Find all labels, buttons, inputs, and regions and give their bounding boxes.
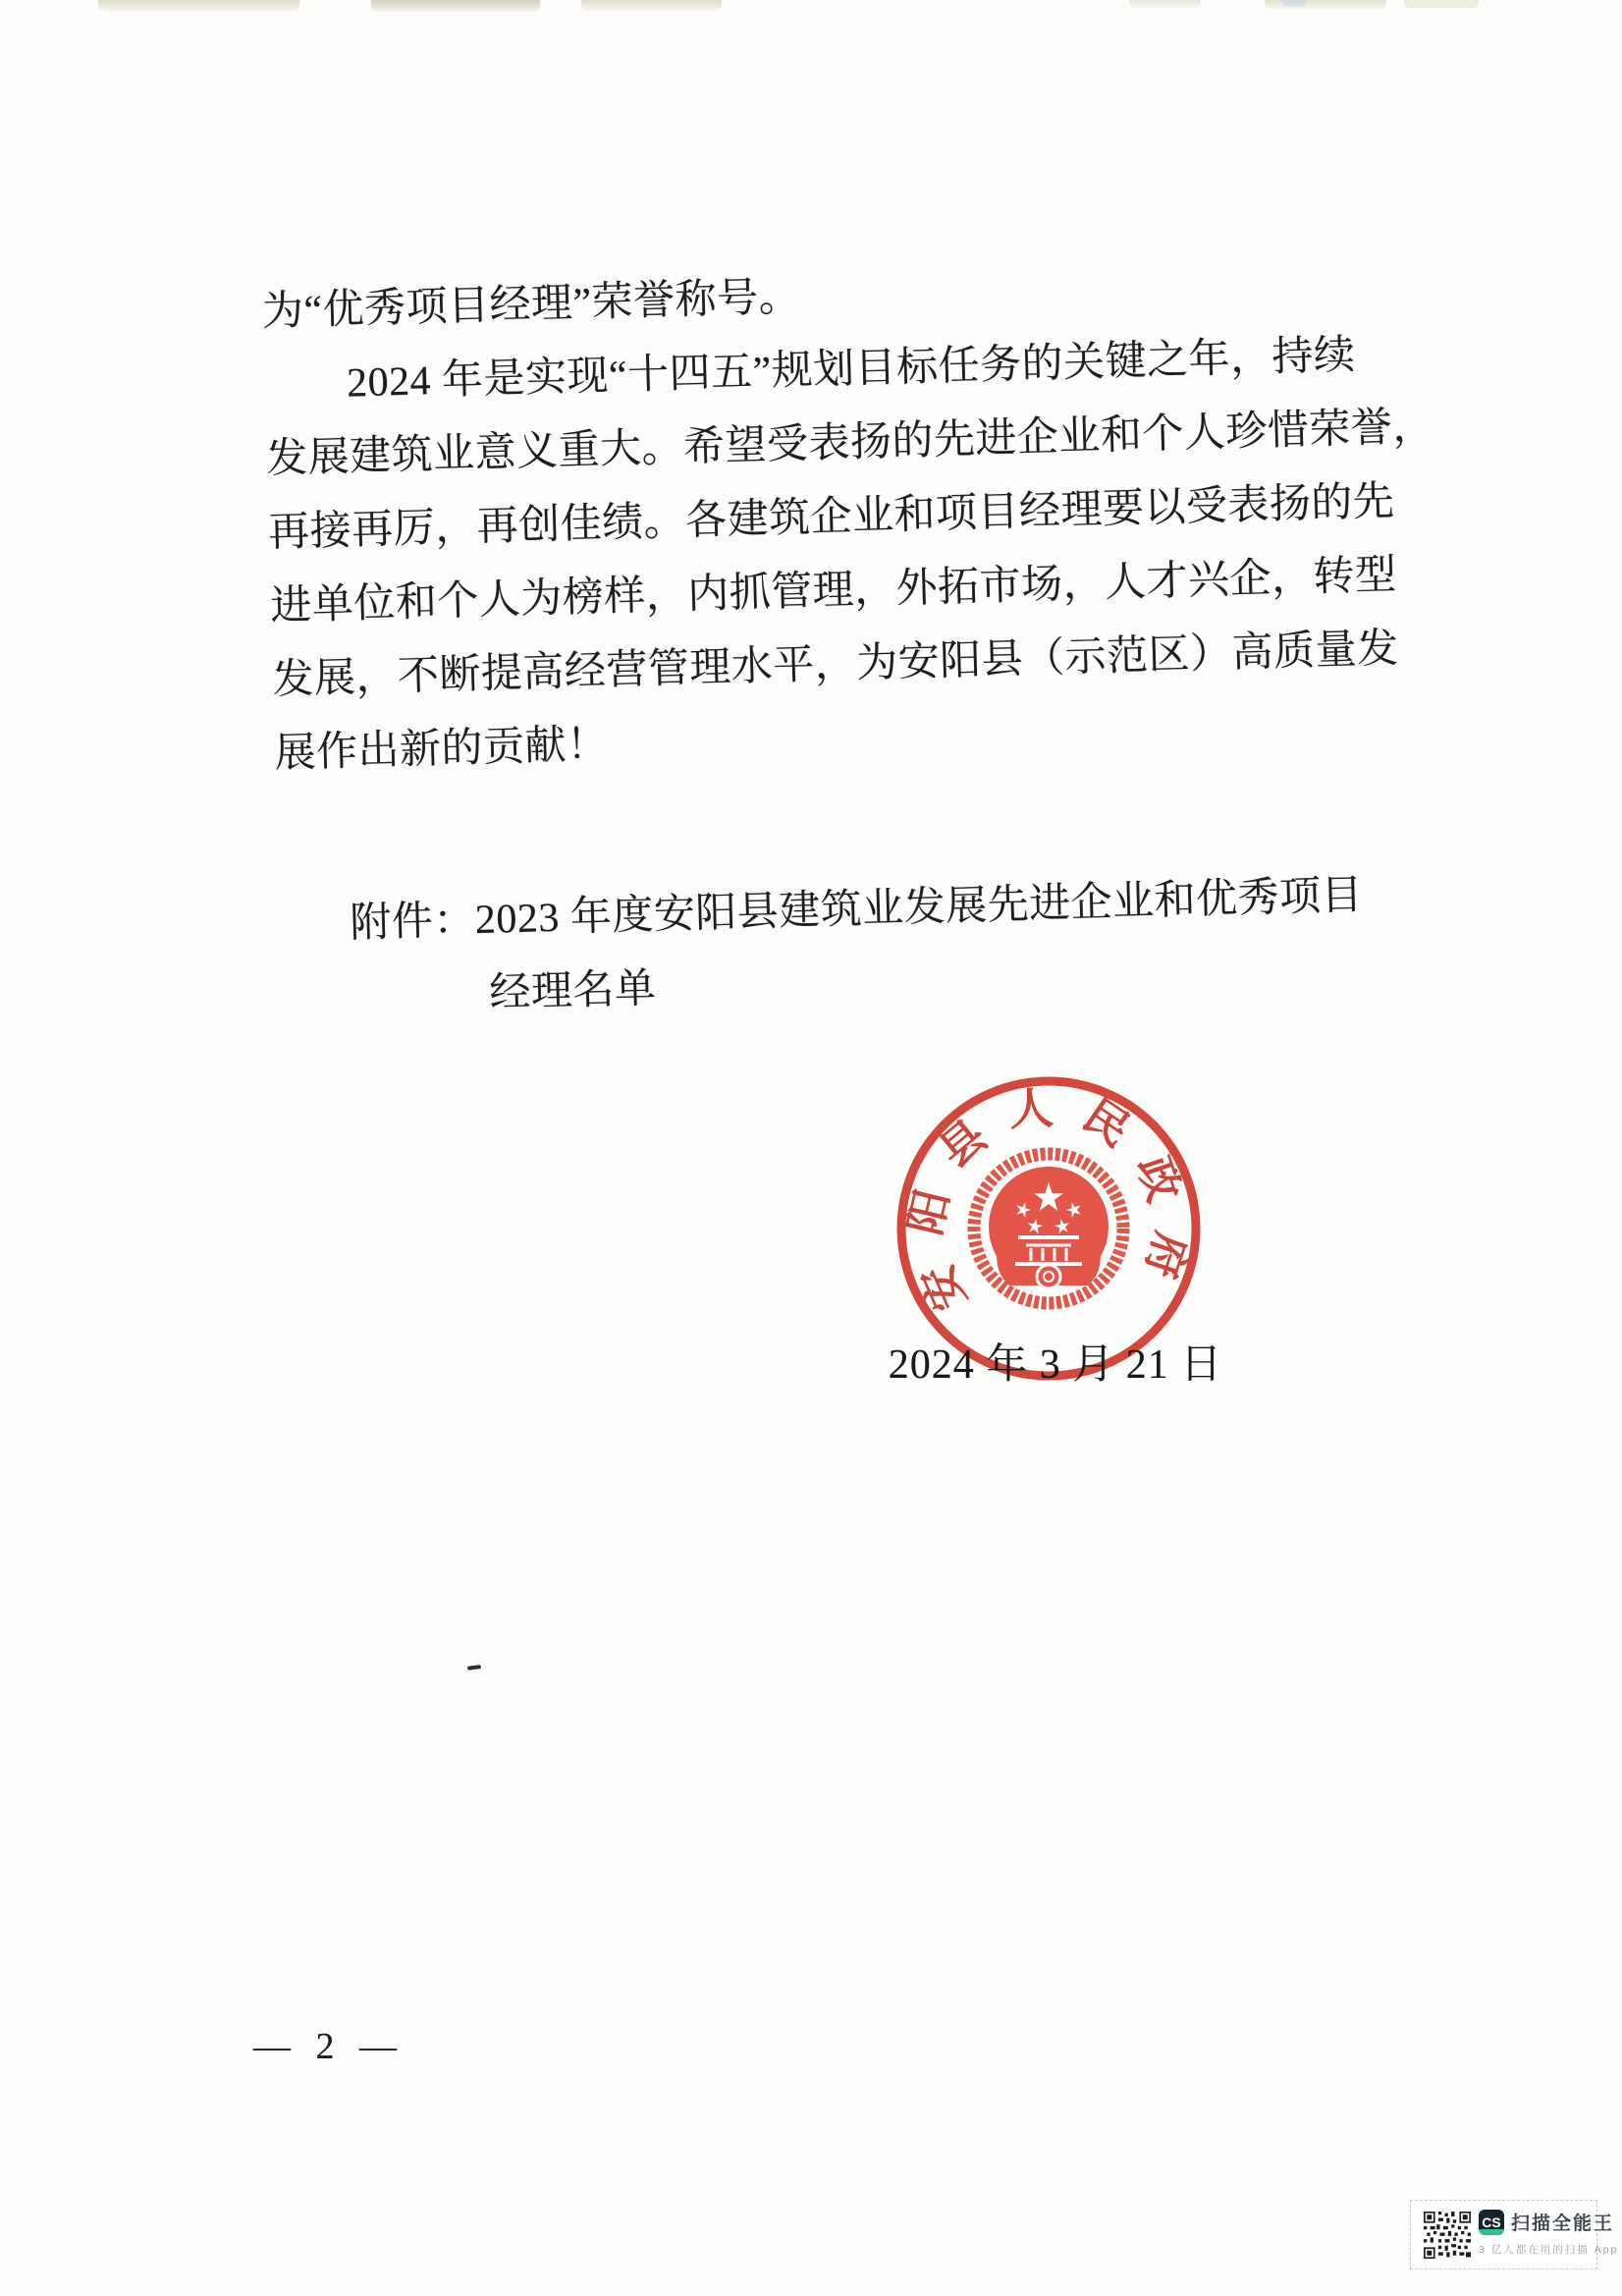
scan-artifact <box>581 0 722 11</box>
camscanner-badge <box>1410 2200 1619 2269</box>
scan-artifact <box>371 0 540 12</box>
attachment-note <box>278 857 1440 1037</box>
body-line: 发展建筑业意义重大。希望受表扬的先进企业和个人珍惜荣誉， <box>265 404 1435 482</box>
national-emblem-icon <box>974 1154 1123 1303</box>
scan-artifact <box>1281 0 1307 7</box>
body-line: 进单位和个人为榜样，内抓管理，外拓市场，人才兴企，转型 <box>269 552 1398 629</box>
scan-artifact <box>1265 0 1386 9</box>
camscanner-logo-icon: CS <box>1479 2210 1504 2235</box>
attachment-line: 附件：2023 年度安阳县建筑业发展先进企业和优秀项目 <box>349 872 1364 947</box>
seal-date: 2024 年 3 月 21 日 <box>888 1342 1223 1388</box>
document-text <box>261 244 1440 1037</box>
body-line: 再接再厉，再创佳绩。各建筑企业和项目经理要以受表扬的先 <box>267 478 1396 556</box>
camscanner-app-name: 扫描全能王 <box>1511 2214 1615 2234</box>
body-line: 展作出新的贡献！ <box>273 722 610 777</box>
body-line: 2024 年是实现“十四五”规划目标任务的关键之年，持续 <box>346 332 1357 407</box>
body-line: 发展，不断提高经营管理水平，为安阳县（示范区）高质量发 <box>271 626 1400 703</box>
scan-artifact <box>1129 0 1201 8</box>
page-number: — 2 — <box>253 2026 405 2067</box>
stray-mark <box>467 1665 481 1670</box>
body-line: 为“优秀项目经理”荣誉称号。 <box>261 274 801 335</box>
seal-arc-label: 安阳县人民政府 <box>900 1082 1197 1318</box>
scan-artifact <box>1404 0 1479 8</box>
camscanner-tagline: 3 亿人都在用的扫描 App <box>1479 2244 1619 2256</box>
scan-artifact <box>98 0 299 11</box>
qr-code-icon <box>1424 2212 1471 2259</box>
attachment-line: 经理名单 <box>488 966 658 1016</box>
